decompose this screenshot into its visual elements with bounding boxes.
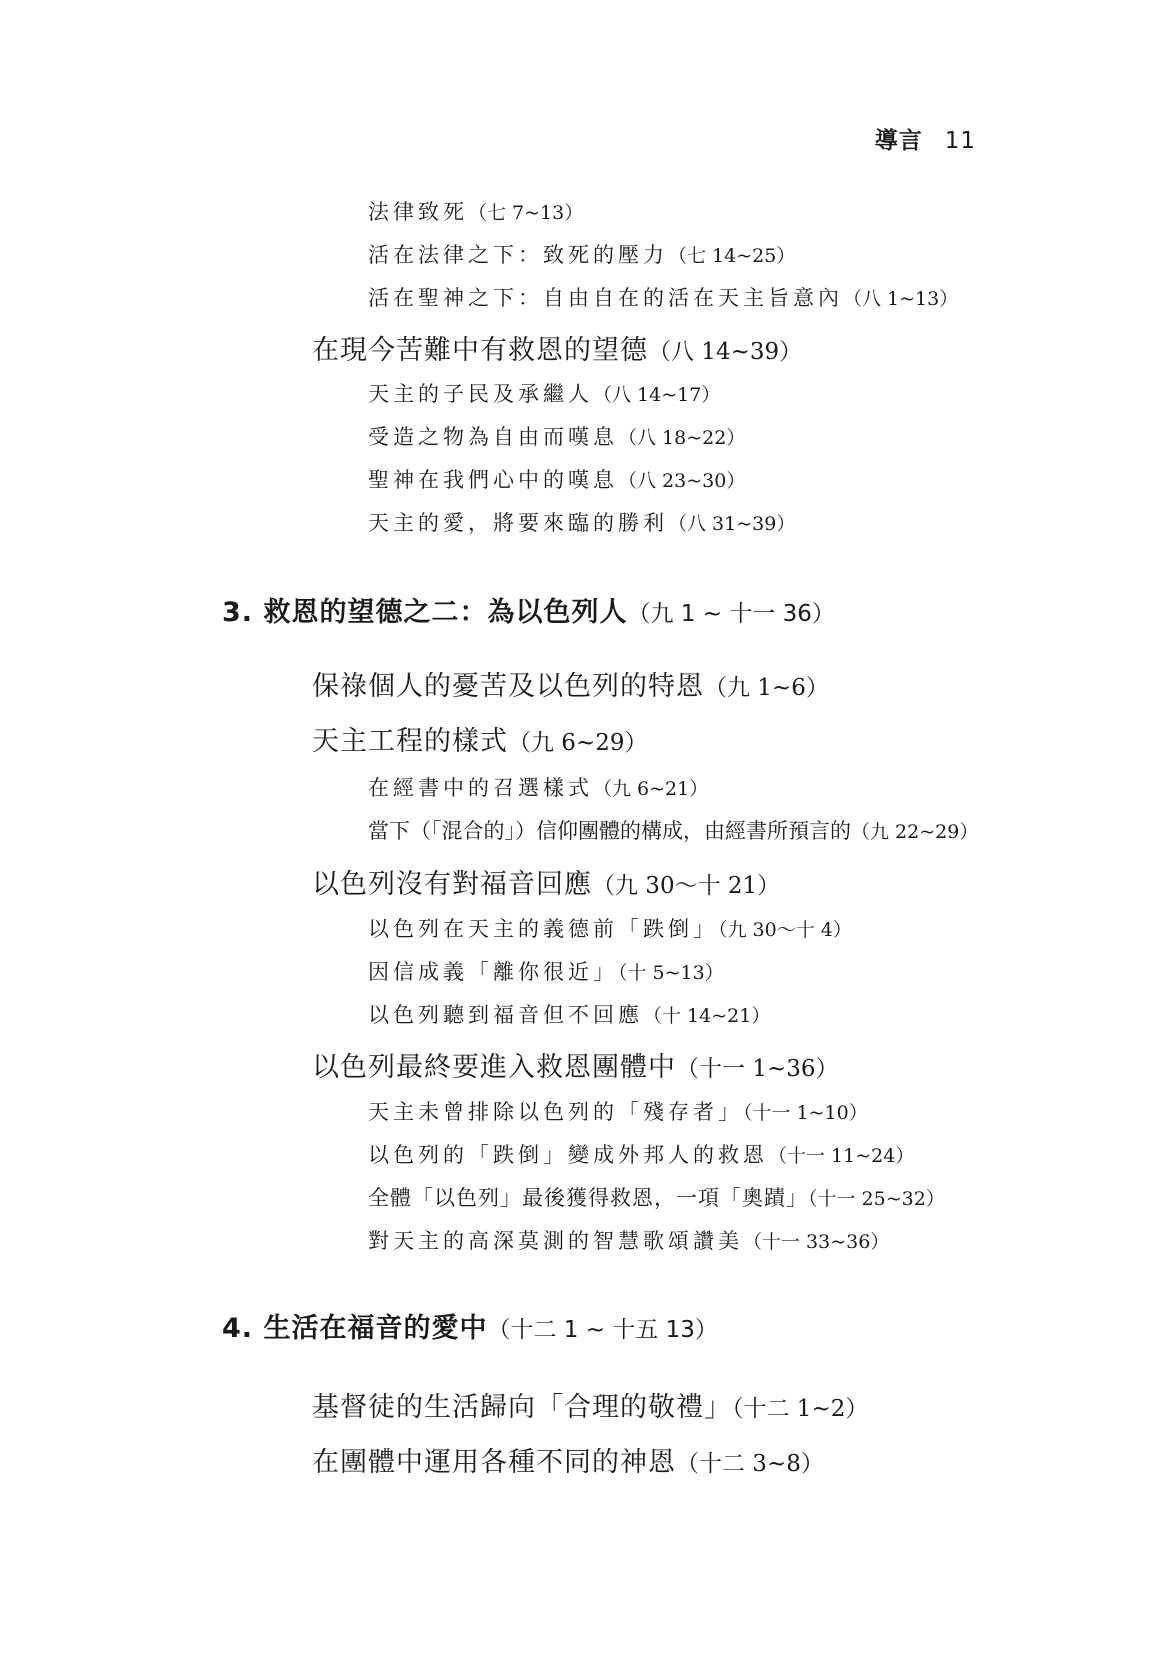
outline-text: 因信成義「離你很近」 bbox=[368, 960, 618, 984]
outline-text: 以色列在天主的義德前「跌倒」 bbox=[368, 917, 718, 941]
outline-text: 天主工程的樣式 bbox=[312, 726, 508, 757]
outline-ref: （十 14~21） bbox=[643, 1005, 771, 1027]
outline-ref: （九 1~6） bbox=[704, 675, 829, 701]
outline-ref: （十一 25~32） bbox=[808, 1188, 945, 1210]
section-heading-3 bbox=[222, 590, 835, 629]
outline-text: 以色列沒有對福音回應 bbox=[312, 869, 592, 900]
outline-text: 對天主的高深莫測的智慧歌頌讚美 bbox=[368, 1229, 743, 1253]
outline-line bbox=[368, 196, 583, 226]
outline-line bbox=[368, 464, 745, 494]
running-header bbox=[875, 122, 976, 155]
outline-ref: （九 6~29） bbox=[508, 730, 648, 756]
outline-text: 以色列聽到福音但不回應 bbox=[368, 1003, 643, 1027]
outline-ref: （八 14~39） bbox=[648, 339, 803, 365]
outline-ref: （十二 1~2） bbox=[732, 1396, 869, 1422]
outline-line bbox=[368, 378, 720, 408]
outline-ref: （十一 1~36） bbox=[676, 1056, 839, 1082]
outline-ref: （七 14~25） bbox=[668, 245, 796, 267]
outline-line bbox=[368, 1182, 945, 1212]
outline-ref: （十 5~13） bbox=[618, 962, 724, 984]
outline-line bbox=[368, 507, 795, 537]
outline-text: 受造之物為自由而嘆息 bbox=[368, 425, 618, 449]
section-heading-4 bbox=[222, 1306, 718, 1345]
outline-ref: （九 30～十 4） bbox=[718, 919, 852, 941]
outline-line bbox=[368, 1225, 889, 1255]
outline-ref: （八 23~30） bbox=[618, 470, 746, 492]
outline-ref: （八 1~13） bbox=[843, 288, 959, 310]
outline-ref: （九 30～十 21） bbox=[592, 873, 781, 899]
outline-text: 以色列的「跌倒」變成外邦人的救恩 bbox=[368, 1143, 768, 1167]
outline-ref: （八 18~22） bbox=[618, 427, 746, 449]
outline-ref: （八 31~39） bbox=[668, 513, 796, 535]
outline-line bbox=[312, 328, 802, 367]
outline-text: 聖神在我們心中的嘆息 bbox=[368, 468, 618, 492]
outline-line bbox=[368, 282, 958, 312]
outline-line bbox=[368, 999, 770, 1029]
heading-ref: （十二 1 ~ 十五 13） bbox=[487, 1317, 718, 1343]
heading-ref: （九 1 ~ 十一 36） bbox=[627, 601, 835, 627]
outline-line bbox=[312, 1045, 838, 1084]
outline-text: 法律致死 bbox=[368, 200, 468, 224]
outline-text: 天主未曾排除以色列的「殘存者」 bbox=[368, 1100, 743, 1124]
outline-line bbox=[312, 1440, 824, 1479]
outline-line bbox=[368, 1139, 914, 1169]
outline-line bbox=[312, 1385, 868, 1424]
outline-line bbox=[368, 772, 708, 802]
outline-line bbox=[368, 421, 745, 451]
outline-line bbox=[368, 1096, 868, 1126]
outline-text: 保祿個人的憂苦及以色列的特恩 bbox=[312, 671, 704, 702]
outline-text: 以色列最終要進入救恩團體中 bbox=[312, 1052, 676, 1083]
outline-text: 基督徒的生活歸向「合理的敬禮」 bbox=[312, 1392, 732, 1423]
outline-ref: （八 14~17） bbox=[593, 384, 721, 406]
heading-text: 4. 生活在福音的愛中 bbox=[222, 1313, 488, 1344]
outline-line bbox=[368, 956, 724, 986]
header-section-title: 導言 bbox=[874, 128, 923, 154]
outline-ref: （九 6~21） bbox=[593, 778, 709, 800]
outline-text: 天主的子民及承繼人 bbox=[368, 382, 593, 406]
outline-text: 全體「以色列」最後獲得救恩，一項「奧蹟」 bbox=[368, 1186, 808, 1210]
outline-line bbox=[368, 815, 978, 845]
heading-text: 3. 救恩的望德之二：為以色列人 bbox=[222, 597, 628, 628]
outline-text: 在經書中的召選樣式 bbox=[368, 776, 593, 800]
outline-ref: （十一 1~10） bbox=[743, 1102, 868, 1124]
outline-ref: （七 7~13） bbox=[468, 202, 584, 224]
outline-ref: （十二 3~8） bbox=[676, 1451, 824, 1477]
outline-ref: （十一 11~24） bbox=[768, 1145, 915, 1167]
outline-text: 在團體中運用各種不同的神恩 bbox=[312, 1447, 676, 1478]
outline-line bbox=[312, 664, 829, 703]
outline-line bbox=[312, 862, 780, 901]
outline-line bbox=[312, 719, 647, 758]
outline-line bbox=[368, 239, 795, 269]
outline-text: 天主的愛，將要來臨的勝利 bbox=[368, 511, 668, 535]
outline-text: 活在法律之下：致死的壓力 bbox=[368, 243, 668, 267]
page-number: 11 bbox=[944, 128, 976, 154]
outline-text: 活在聖神之下：自由自在的活在天主旨意內 bbox=[368, 286, 843, 310]
outline-text: 在現今苦難中有救恩的望德 bbox=[312, 335, 648, 366]
outline-ref: （十一 33~36） bbox=[743, 1231, 890, 1253]
outline-ref: （九 22~29） bbox=[851, 821, 979, 843]
outline-line bbox=[368, 913, 852, 943]
outline-text: 當下（「混合的」）信仰團體的構成，由經書所預言的 bbox=[368, 819, 851, 843]
